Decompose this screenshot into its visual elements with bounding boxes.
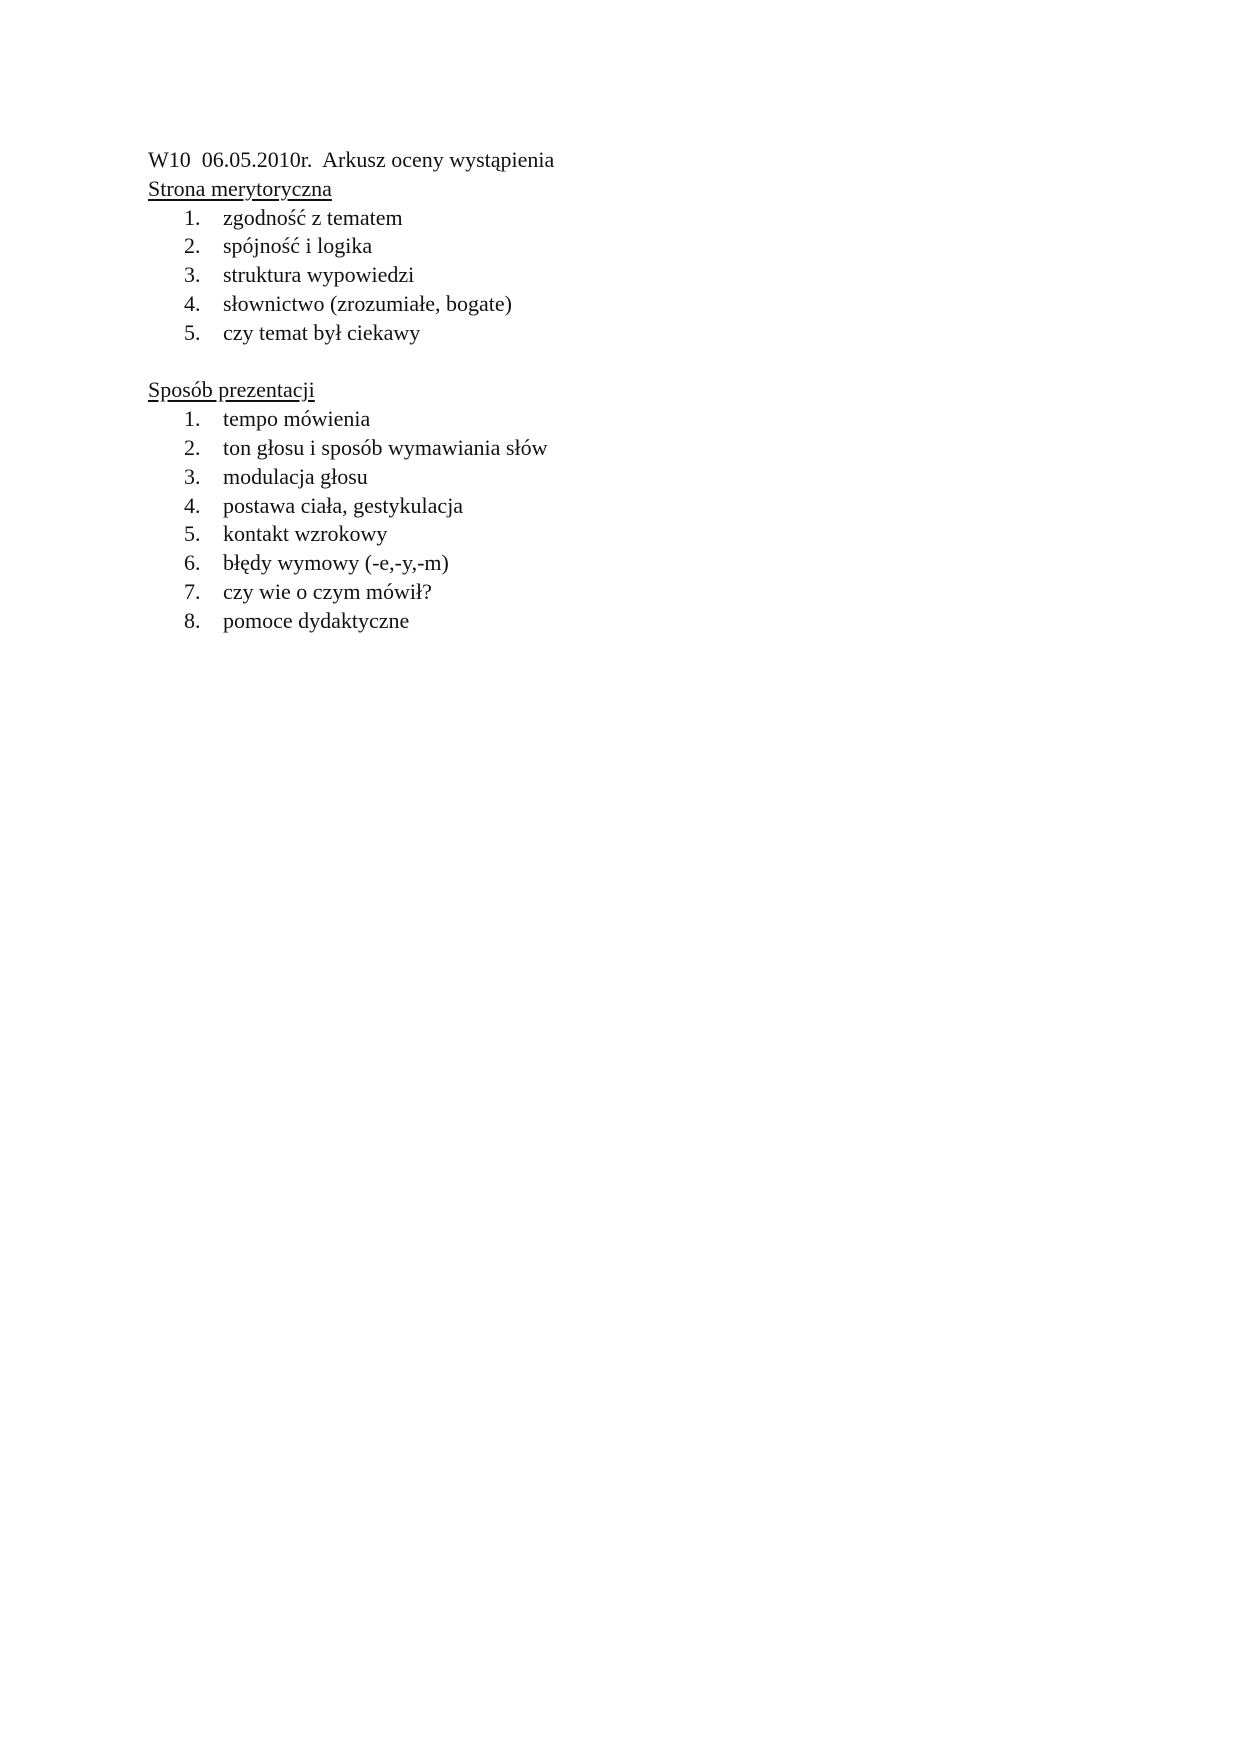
list-item xyxy=(148,319,1148,348)
list-item-number: 4. xyxy=(184,290,201,316)
list-item xyxy=(148,607,1148,636)
list-item-text: kontakt wzrokowy xyxy=(223,521,388,547)
list-item-number: 2. xyxy=(184,434,201,460)
list-item-number: 4. xyxy=(184,492,201,518)
list-item-text: błędy wymowy (-e,-y,-m) xyxy=(223,550,449,576)
list-item-number: 7. xyxy=(184,578,201,604)
list-sposob-prezentacji xyxy=(148,405,1148,635)
list-strona-merytoryczna xyxy=(148,204,1148,348)
list-item xyxy=(148,261,1148,290)
list-item-text: zgodność z tematem xyxy=(223,204,403,230)
list-item xyxy=(148,290,1148,319)
list-item xyxy=(148,463,1148,492)
list-item xyxy=(148,232,1148,261)
list-item-number: 8. xyxy=(184,607,201,633)
list-item-text: czy wie o czym mówił? xyxy=(223,578,432,604)
list-item xyxy=(148,434,1148,463)
list-item xyxy=(148,520,1148,549)
document-content xyxy=(148,146,1148,636)
list-item-text: struktura wypowiedzi xyxy=(223,262,415,288)
section-heading-sposob-prezentacji: Sposób prezentacji xyxy=(148,377,315,403)
list-item-number: 2. xyxy=(184,233,201,259)
list-item-text: czy temat był ciekawy xyxy=(223,319,421,345)
list-item-number: 6. xyxy=(184,550,201,576)
list-item xyxy=(148,578,1148,607)
list-item-text: słownictwo (zrozumiałe, bogate) xyxy=(223,290,512,316)
list-item xyxy=(148,405,1148,434)
list-item-text: ton głosu i sposób wymawiania słów xyxy=(223,434,548,460)
list-item-number: 3. xyxy=(184,262,201,288)
list-item-text: tempo mówienia xyxy=(223,406,371,432)
list-item-number: 1. xyxy=(184,406,201,432)
list-item-text: spójność i logika xyxy=(223,233,373,259)
list-item xyxy=(148,204,1148,233)
list-item-number: 1. xyxy=(184,204,201,230)
list-item-text: postawa ciała, gestykulacja xyxy=(223,492,464,518)
document-title: W10 06.05.2010r. Arkusz oceny wystąpienia xyxy=(148,147,555,172)
list-item xyxy=(148,492,1148,521)
list-item xyxy=(148,549,1148,578)
list-item-number: 5. xyxy=(184,319,201,345)
list-item-text: pomoce dydaktyczne xyxy=(223,607,410,633)
list-item-number: 5. xyxy=(184,521,201,547)
paragraph-spacer xyxy=(148,348,1148,377)
section-heading-strona-merytoryczna: Strona merytoryczna xyxy=(148,175,332,201)
list-item-number: 3. xyxy=(184,463,201,489)
list-item-text: modulacja głosu xyxy=(223,463,368,489)
